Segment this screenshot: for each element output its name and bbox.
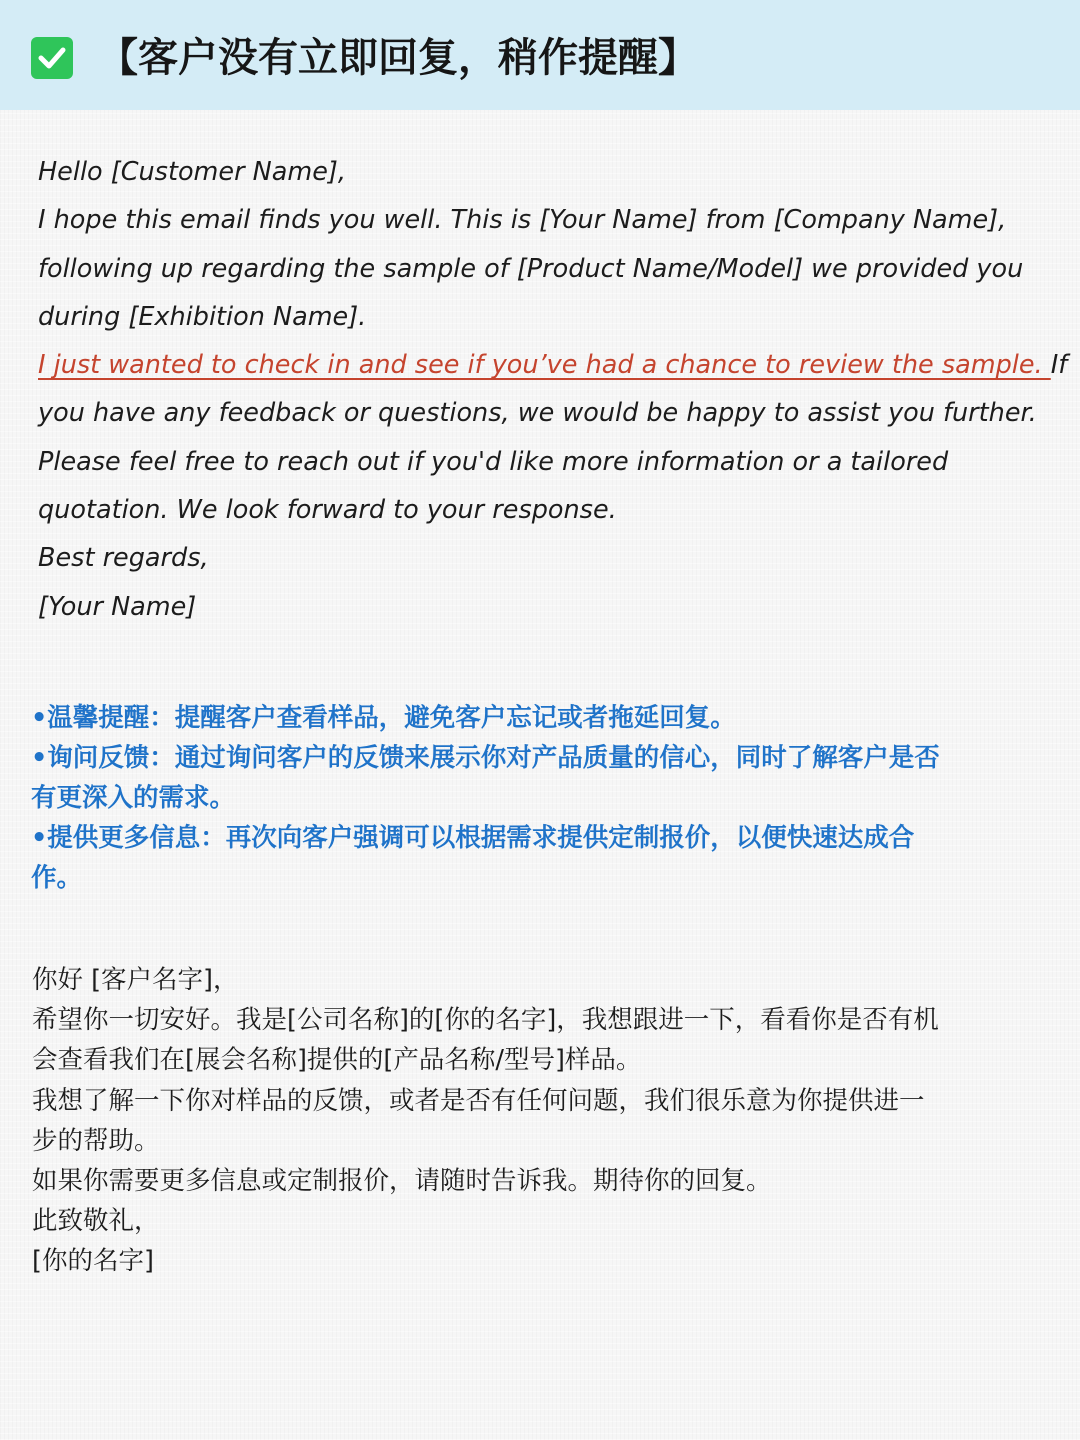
email-body-line: quotation. We look forward to your response. [38, 495, 617, 526]
tip-line: •提供更多信息：再次向客户强调可以根据需求提供定制报价，以便快速达成合 [31, 823, 915, 853]
cn-email-line: 希望你一切安好。我是[公司名称]的[你的名字]，我想跟进一下，看看你是否有机 [32, 1005, 939, 1036]
email-body-line: you have any feedback or questions, we would be happy to assist you further. [38, 398, 1037, 429]
tip-line: 有更深入的需求。 [31, 783, 236, 813]
cn-email-line: 会查看我们在[展会名称]提供的[产品名称/型号]样品。 [32, 1045, 642, 1076]
tip-line: •温馨提醒：提醒客户查看样品，避免客户忘记或者拖延回复。 [31, 703, 736, 733]
tip-line: •询问反馈：通过询问客户的反馈来展示你对产品质量的信心，同时了解客户是否 [31, 743, 940, 773]
email-body-line [38, 341, 1068, 389]
email-body-line: following up regarding the sample of [Product Name/Model] we provided you [38, 253, 1024, 284]
email-body-line: during [Exhibition Name]. [38, 301, 367, 332]
tips-section [31, 698, 1041, 898]
cn-email-line: 步的帮助。 [32, 1125, 160, 1156]
checkbox-checked-icon [31, 37, 73, 79]
cn-email-greeting: 你好 [客户名字]， [32, 965, 239, 995]
email-body-fragment: If [1050, 350, 1068, 381]
chinese-email-template [32, 960, 1042, 1282]
cn-email-closing: 此致敬礼， [32, 1206, 160, 1237]
cn-email-line: 如果你需要更多信息或定制报价，请随时告诉我。期待你的回复。 [32, 1165, 772, 1196]
english-email-template [38, 148, 1068, 631]
email-body-line: Please feel free to reach out if you'd like more information or a tailored [38, 446, 949, 477]
page-title: 【客户没有立即回复，稍作提醒】 [98, 35, 698, 81]
email-greeting: Hello [Customer Name], [38, 157, 346, 187]
email-signature: [Your Name] [38, 591, 197, 622]
email-body-line: I hope this email finds you well. This is [Your Name] from [Company Name], [38, 205, 1007, 236]
cn-email-signature: [你的名字] [32, 1246, 154, 1277]
tip-line: 作。 [31, 863, 83, 893]
email-closing: Best regards, [38, 543, 209, 574]
highlighted-sentence: I just wanted to check in and see if you’ve had a chance to review the sample. [38, 350, 1051, 381]
cn-email-line: 我想了解一下你对样品的反馈，或者是否有任何问题，我们很乐意为你提供进一 [32, 1085, 925, 1116]
header-banner [0, 0, 1080, 110]
